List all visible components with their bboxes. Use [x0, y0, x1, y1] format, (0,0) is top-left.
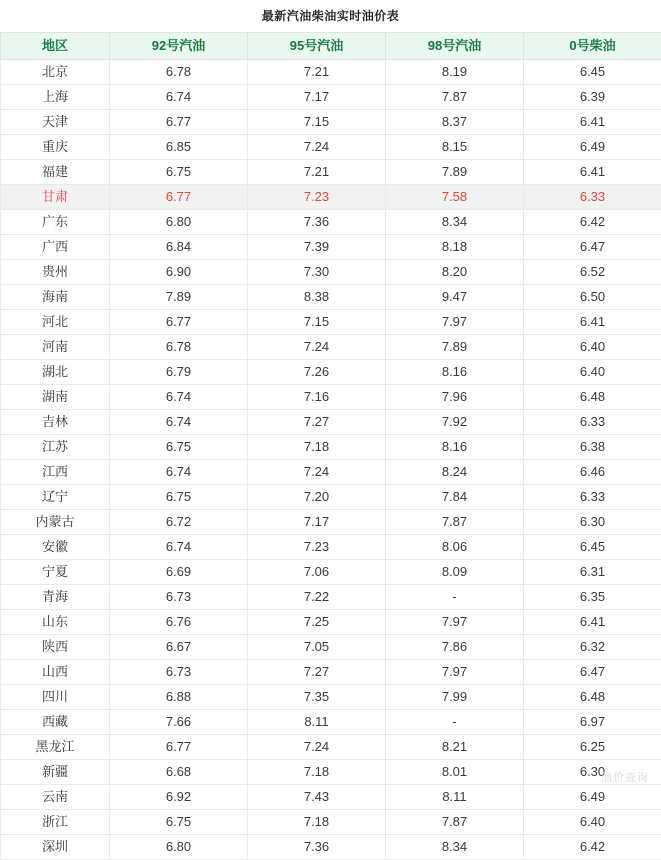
cell-region: 云南 [1, 785, 110, 810]
table-header [1, 33, 661, 60]
cell-gas95: 7.17 [248, 510, 386, 535]
cell-region: 安徽 [1, 535, 110, 560]
cell-diesel0: 6.49 [524, 785, 661, 810]
cell-gas95: 7.27 [248, 410, 386, 435]
cell-gas95: 7.23 [248, 185, 386, 210]
cell-gas95: 7.06 [248, 560, 386, 585]
cell-diesel0: 6.38 [524, 435, 661, 460]
table-row [1, 85, 661, 110]
table-row [1, 735, 661, 760]
cell-diesel0: 6.48 [524, 385, 661, 410]
cell-gas92: 6.80 [110, 210, 248, 235]
cell-region: 福建 [1, 160, 110, 185]
cell-region: 内蒙古 [1, 510, 110, 535]
cell-gas92: 7.89 [110, 285, 248, 310]
cell-region: 浙江 [1, 810, 110, 835]
cell-diesel0: 6.40 [524, 335, 661, 360]
cell-gas95: 7.22 [248, 585, 386, 610]
cell-region: 辽宁 [1, 485, 110, 510]
cell-region: 湖北 [1, 360, 110, 385]
cell-gas95: 7.36 [248, 835, 386, 860]
cell-gas95: 7.24 [248, 135, 386, 160]
cell-gas95: 7.17 [248, 85, 386, 110]
cell-gas95: 7.35 [248, 685, 386, 710]
cell-diesel0: 6.46 [524, 460, 661, 485]
cell-gas92: 6.88 [110, 685, 248, 710]
table-row [1, 535, 661, 560]
table-row [1, 335, 661, 360]
cell-gas95: 7.27 [248, 660, 386, 685]
cell-region: 河南 [1, 335, 110, 360]
cell-gas92: 6.75 [110, 435, 248, 460]
cell-region: 四川 [1, 685, 110, 710]
cell-gas92: 6.77 [110, 185, 248, 210]
cell-region: 天津 [1, 110, 110, 135]
cell-gas98: 8.01 [386, 760, 524, 785]
cell-gas92: 6.79 [110, 360, 248, 385]
cell-gas92: 6.78 [110, 335, 248, 360]
cell-gas92: 6.77 [110, 310, 248, 335]
table-row [1, 160, 661, 185]
table-row [1, 360, 661, 385]
cell-diesel0: 6.25 [524, 735, 661, 760]
cell-gas92: 6.73 [110, 660, 248, 685]
cell-gas95: 8.11 [248, 710, 386, 735]
cell-gas98: 8.18 [386, 235, 524, 260]
table-row [1, 260, 661, 285]
table-row [1, 435, 661, 460]
cell-gas92: 6.75 [110, 160, 248, 185]
cell-region: 贵州 [1, 260, 110, 285]
cell-gas95: 7.24 [248, 335, 386, 360]
cell-diesel0: 6.40 [524, 810, 661, 835]
column-header-gas95: 95号汽油 [248, 33, 386, 60]
cell-gas98: 7.97 [386, 660, 524, 685]
cell-gas95: 7.24 [248, 460, 386, 485]
cell-region: 北京 [1, 60, 110, 85]
cell-diesel0: 6.45 [524, 60, 661, 85]
cell-gas95: 7.16 [248, 385, 386, 410]
cell-region: 湖南 [1, 385, 110, 410]
cell-diesel0: 6.47 [524, 660, 661, 685]
cell-gas92: 6.74 [110, 535, 248, 560]
cell-gas92: 7.66 [110, 710, 248, 735]
cell-gas98: 7.87 [386, 510, 524, 535]
cell-gas95: 7.26 [248, 360, 386, 385]
cell-gas95: 7.21 [248, 160, 386, 185]
cell-region: 江苏 [1, 435, 110, 460]
cell-gas95: 7.18 [248, 435, 386, 460]
cell-diesel0: 6.30 [524, 510, 661, 535]
cell-gas95: 7.05 [248, 635, 386, 660]
cell-gas98: 8.06 [386, 535, 524, 560]
cell-diesel0: 6.49 [524, 135, 661, 160]
cell-region: 西藏 [1, 710, 110, 735]
table-row [1, 135, 661, 160]
cell-region: 甘肃 [1, 185, 110, 210]
watermark-text: 油价查询 [601, 769, 649, 785]
cell-diesel0: 6.41 [524, 110, 661, 135]
table-row [1, 835, 661, 860]
cell-diesel0: 6.31 [524, 560, 661, 585]
cell-gas92: 6.74 [110, 85, 248, 110]
cell-region: 广西 [1, 235, 110, 260]
cell-region: 新疆 [1, 760, 110, 785]
column-header-region: 地区 [1, 33, 110, 60]
cell-gas98: 7.92 [386, 410, 524, 435]
table-row [1, 610, 661, 635]
cell-gas95: 7.18 [248, 810, 386, 835]
cell-gas92: 6.68 [110, 760, 248, 785]
cell-gas92: 6.74 [110, 410, 248, 435]
cell-diesel0: 6.42 [524, 835, 661, 860]
cell-gas92: 6.90 [110, 260, 248, 285]
cell-gas98: 8.24 [386, 460, 524, 485]
cell-gas98: 8.34 [386, 835, 524, 860]
cell-region: 山东 [1, 610, 110, 635]
cell-gas98: 8.34 [386, 210, 524, 235]
cell-gas95: 7.23 [248, 535, 386, 560]
table-body [1, 60, 661, 860]
cell-gas95: 7.20 [248, 485, 386, 510]
table-row [1, 285, 661, 310]
cell-gas95: 7.18 [248, 760, 386, 785]
table-row [1, 410, 661, 435]
cell-diesel0: 6.33 [524, 410, 661, 435]
cell-gas95: 7.30 [248, 260, 386, 285]
table-row [1, 60, 661, 85]
table-header-row [1, 33, 661, 60]
cell-gas95: 7.36 [248, 210, 386, 235]
column-header-gas92: 92号汽油 [110, 33, 248, 60]
cell-gas98: 8.20 [386, 260, 524, 285]
cell-gas95: 8.38 [248, 285, 386, 310]
cell-region: 深圳 [1, 835, 110, 860]
cell-gas92: 6.75 [110, 485, 248, 510]
table-row [1, 710, 661, 735]
cell-gas98: - [386, 585, 524, 610]
cell-gas95: 7.43 [248, 785, 386, 810]
cell-gas92: 6.92 [110, 785, 248, 810]
fuel-price-table [0, 32, 661, 860]
table-row [1, 785, 661, 810]
cell-gas92: 6.69 [110, 560, 248, 585]
cell-gas98: 8.09 [386, 560, 524, 585]
cell-gas95: 7.15 [248, 310, 386, 335]
table-row [1, 635, 661, 660]
cell-diesel0: 6.32 [524, 635, 661, 660]
cell-diesel0: 6.41 [524, 310, 661, 335]
cell-gas98: 7.87 [386, 810, 524, 835]
cell-gas98: 7.58 [386, 185, 524, 210]
table-row [1, 760, 661, 785]
table-row [1, 685, 661, 710]
cell-diesel0: 6.33 [524, 485, 661, 510]
cell-gas92: 6.75 [110, 810, 248, 835]
cell-gas92: 6.72 [110, 510, 248, 535]
cell-gas92: 6.76 [110, 610, 248, 635]
table-row [1, 810, 661, 835]
cell-gas98: 7.89 [386, 160, 524, 185]
cell-gas92: 6.77 [110, 735, 248, 760]
column-header-diesel0: 0号柴油 [524, 33, 661, 60]
table-row [1, 485, 661, 510]
cell-gas95: 7.25 [248, 610, 386, 635]
cell-region: 上海 [1, 85, 110, 110]
cell-region: 黑龙江 [1, 735, 110, 760]
cell-diesel0: 6.40 [524, 360, 661, 385]
cell-gas92: 6.67 [110, 635, 248, 660]
cell-region: 陕西 [1, 635, 110, 660]
cell-gas98: 8.21 [386, 735, 524, 760]
table-row [1, 310, 661, 335]
cell-gas98: 8.11 [386, 785, 524, 810]
cell-diesel0: 6.52 [524, 260, 661, 285]
table-row [1, 460, 661, 485]
cell-diesel0: 6.41 [524, 160, 661, 185]
cell-diesel0: 6.48 [524, 685, 661, 710]
cell-gas92: 6.78 [110, 60, 248, 85]
cell-region: 广东 [1, 210, 110, 235]
cell-gas98: 8.15 [386, 135, 524, 160]
cell-gas98: 7.97 [386, 610, 524, 635]
cell-gas98: 8.16 [386, 435, 524, 460]
cell-diesel0: 6.47 [524, 235, 661, 260]
cell-gas98: 7.87 [386, 85, 524, 110]
cell-gas98: 8.19 [386, 60, 524, 85]
cell-diesel0: 6.39 [524, 85, 661, 110]
cell-gas98: 7.86 [386, 635, 524, 660]
cell-gas92: 6.80 [110, 835, 248, 860]
cell-gas98: 7.97 [386, 310, 524, 335]
cell-gas98: 8.37 [386, 110, 524, 135]
cell-diesel0: 6.30 [524, 760, 661, 785]
cell-gas92: 6.73 [110, 585, 248, 610]
cell-region: 宁夏 [1, 560, 110, 585]
table-row [1, 510, 661, 535]
cell-gas92: 6.74 [110, 460, 248, 485]
table-row [1, 185, 661, 210]
cell-region: 重庆 [1, 135, 110, 160]
table-row [1, 560, 661, 585]
cell-diesel0: 6.97 [524, 710, 661, 735]
table-row [1, 660, 661, 685]
cell-diesel0: 6.42 [524, 210, 661, 235]
cell-diesel0: 6.45 [524, 535, 661, 560]
cell-region: 海南 [1, 285, 110, 310]
cell-gas98: 7.96 [386, 385, 524, 410]
column-header-gas98: 98号汽油 [386, 33, 524, 60]
cell-gas92: 6.85 [110, 135, 248, 160]
cell-gas98: 7.89 [386, 335, 524, 360]
cell-gas95: 7.15 [248, 110, 386, 135]
cell-diesel0: 6.50 [524, 285, 661, 310]
cell-gas98: 8.16 [386, 360, 524, 385]
cell-gas95: 7.21 [248, 60, 386, 85]
table-row [1, 585, 661, 610]
page-title: 最新汽油柴油实时油价表 [0, 0, 661, 32]
cell-region: 山西 [1, 660, 110, 685]
cell-gas98: 7.99 [386, 685, 524, 710]
cell-diesel0: 6.41 [524, 610, 661, 635]
cell-gas92: 6.84 [110, 235, 248, 260]
table-row [1, 385, 661, 410]
cell-region: 青海 [1, 585, 110, 610]
cell-region: 吉林 [1, 410, 110, 435]
cell-region: 河北 [1, 310, 110, 335]
cell-gas95: 7.39 [248, 235, 386, 260]
cell-gas95: 7.24 [248, 735, 386, 760]
cell-gas98: - [386, 710, 524, 735]
cell-gas92: 6.77 [110, 110, 248, 135]
table-row [1, 235, 661, 260]
table-row [1, 210, 661, 235]
cell-gas98: 9.47 [386, 285, 524, 310]
cell-gas92: 6.74 [110, 385, 248, 410]
cell-region: 江西 [1, 460, 110, 485]
table-row [1, 110, 661, 135]
cell-gas98: 7.84 [386, 485, 524, 510]
cell-diesel0: 6.33 [524, 185, 661, 210]
cell-diesel0: 6.35 [524, 585, 661, 610]
